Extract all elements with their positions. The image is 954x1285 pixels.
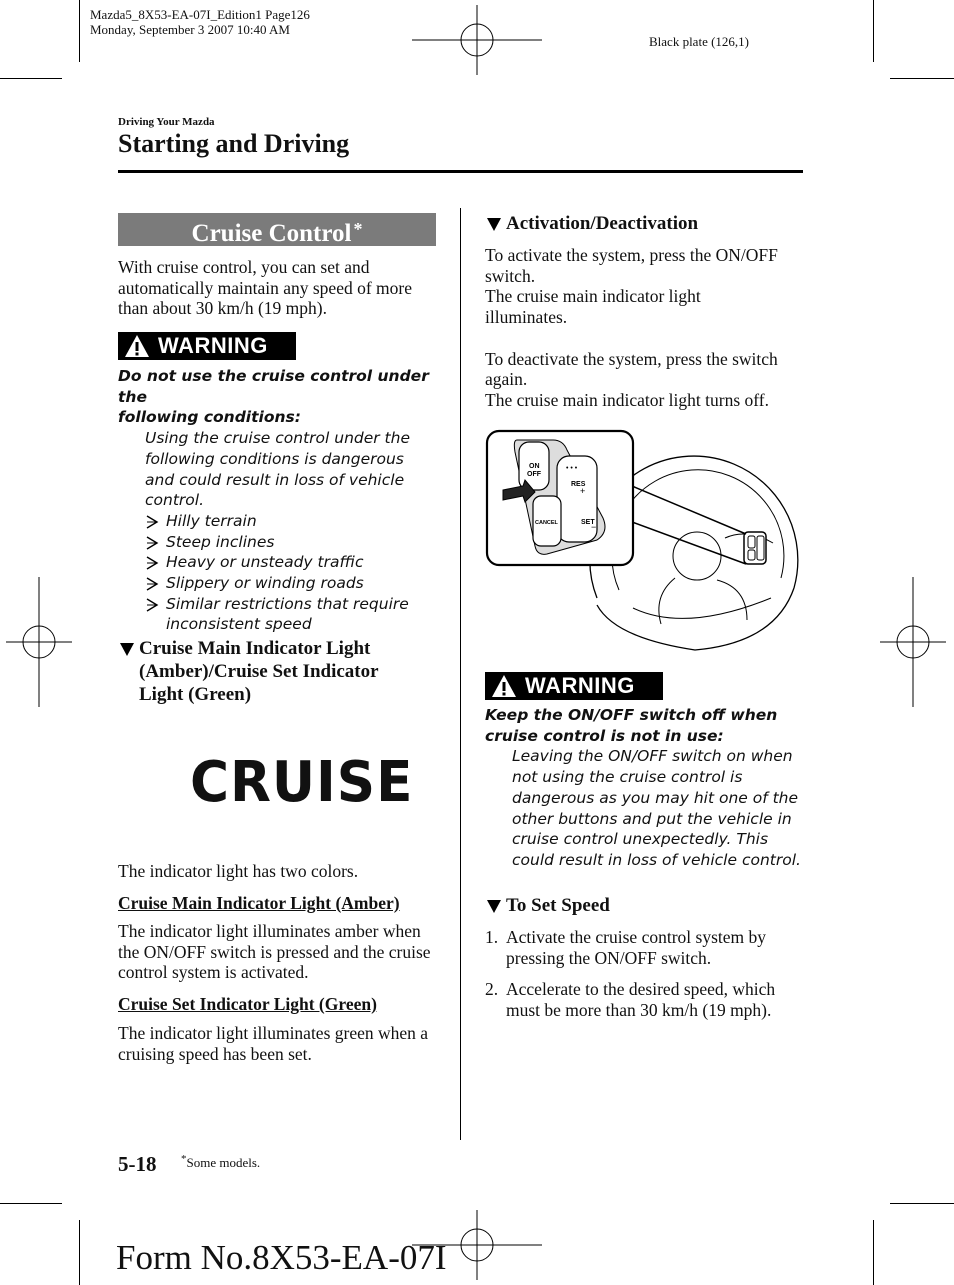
warning-body-line: cruise control unexpectedly. This [512,830,769,849]
warning-heading-line: Keep the ON/OFF switch off when [485,706,778,724]
warning-bullet-continuation: inconsistent speed [166,615,312,634]
warning-block [118,366,448,635]
intro-paragraph: With cruise control, you can set and automatically maintain any speed of more than about 30 km/h (19 mph). [118,257,412,319]
triangle-down-icon [119,641,135,657]
warning-bullet [118,594,448,615]
set-speed-heading [485,894,610,917]
activation-paragraph [485,245,805,411]
warning-label: WARNING [158,333,268,358]
feature-title-bar [118,213,436,246]
crop-mark [79,0,80,62]
footnote [181,1153,260,1171]
warning-triangle-icon [491,674,517,698]
off-label: OFF [527,471,541,478]
green-heading: Cruise Set Indicator Light (Green) [118,994,377,1014]
set-label: SET [581,519,595,526]
activation-heading [485,212,698,235]
crop-mark [890,78,954,79]
steering-switch-illustration [485,428,803,656]
crop-mark [0,1203,62,1204]
some-models-marker: * [353,219,363,239]
warning-badge [485,672,663,700]
warning-heading-line: following conditions: [118,408,301,427]
activation-line: To activate the system, press the ON/OFF switch. [485,245,778,286]
warning-triangle-icon [124,334,150,358]
crop-mark [873,1220,874,1285]
amber-heading: Cruise Main Indicator Light (Amber) [118,893,400,913]
deactivation-line: To deactivate the system, press the switch again. [485,348,778,390]
crop-mark [0,78,62,79]
footnote-text: Some models. [186,1155,261,1170]
step-number: 1. [485,927,499,947]
on-label: ON [529,463,540,470]
arrow-bullet-icon [145,597,159,613]
dots-mark: • • • [566,465,578,472]
plus-label: + [580,486,586,496]
crop-mark [873,0,874,62]
arrow-bullet-icon [145,555,159,571]
warning-heading-line: Do not use the cruise control under the [118,367,429,406]
header-rule [118,170,803,173]
crop-mark [79,1220,80,1285]
chapter-title: Starting and Driving [118,129,350,158]
section-label: Driving Your Mazda [118,116,215,128]
arrow-bullet-icon [145,576,159,592]
indicator-heading [118,637,448,706]
print-header-line1: Mazda5_8X53-EA-07I_Edition1 Page126 [90,7,310,22]
step-number: 2. [485,979,499,1000]
warning-label: WARNING [525,673,635,698]
amber-paragraph: The indicator light illuminates amber when the ON/OFF switch is pressed and the cruise control system is activated. [118,921,431,983]
warning-bullet [118,573,448,594]
cruise-indicator-symbol: CRUISE [190,750,414,815]
page-number: 5-18 [118,1152,157,1176]
print-header-line2: Monday, September 3 2007 10:40 AM [90,22,290,37]
warning-bullet-text: Heavy or unsteady traffic [166,553,364,572]
warning-body-line: following conditions is dangerous [145,449,404,468]
warning-body-line: other buttons and put the vehicle in [512,809,792,828]
crop-mark [890,1203,954,1204]
footnote-marker: * [181,1153,187,1165]
feature-title: Cruise Control [191,220,352,247]
warning-bullet-text: Slippery or winding roads [166,574,364,593]
warning-bullet-text: Hilly terrain [166,511,257,530]
warning-bullet-text: Similar restrictions that require [166,594,409,613]
activation-line: The cruise main indicator light illuminates. [485,286,701,328]
warning-block [485,705,815,871]
res-label: RES [571,481,586,488]
green-paragraph: The indicator light illuminates green when a cruising speed has been set. [118,1023,429,1064]
warning-body-line: control. [145,491,204,510]
set-speed-heading-text: To Set Speed [506,895,610,916]
column-divider [460,208,461,1140]
warning-bullet-text: Steep inclines [166,532,275,551]
warning-body-line: could result in loss of vehicle control. [512,850,801,869]
registration-mark [6,577,72,707]
warning-body-line: not using the cruise control is [512,768,743,787]
form-number: Form No.8X53-EA-07I [116,1238,447,1277]
warning-body-line: Leaving the ON/OFF switch on when [512,747,793,766]
step-text: Activate the cruise control system by pressing the ON/OFF switch. [506,927,766,968]
registration-mark [880,577,946,707]
warning-bullet [118,532,448,553]
print-header [90,7,310,37]
indicator-heading-line: (Amber)/Cruise Set Indicator [139,661,379,682]
cancel-label: CANCEL [535,520,558,526]
registration-mark [412,5,542,75]
step-text: Accelerate to the desired speed, which must be more than 30 km/h (19 mph). [506,979,776,1021]
warning-bullet [118,511,448,532]
warning-body-line: Using the cruise control under the [145,429,410,448]
indicator-heading-line: Light (Green) [139,684,252,705]
plate-label: Black plate (126,1) [649,34,749,49]
deactivation-line: The cruise main indicator light turns off. [485,389,769,410]
warning-body-line: dangerous as you may hit one of the [512,788,799,807]
warning-bullet [118,552,448,573]
step-item [485,927,800,968]
warning-heading-line: cruise control is not in use: [485,726,724,745]
step-item [485,979,800,1020]
arrow-bullet-icon [145,514,159,530]
triangle-down-icon [486,216,502,232]
indicator-heading-line: Cruise Main Indicator Light [139,638,371,659]
warning-body-line: and could result in loss of vehicle [145,470,405,489]
warning-badge [118,332,296,360]
two-colors-text: The indicator light has two colors. [118,861,359,881]
minus-label: − [591,522,597,532]
set-speed-steps [485,927,800,1021]
arrow-bullet-icon [145,535,159,551]
activation-heading-text: Activation/Deactivation [506,213,699,234]
triangle-down-icon [486,898,502,914]
